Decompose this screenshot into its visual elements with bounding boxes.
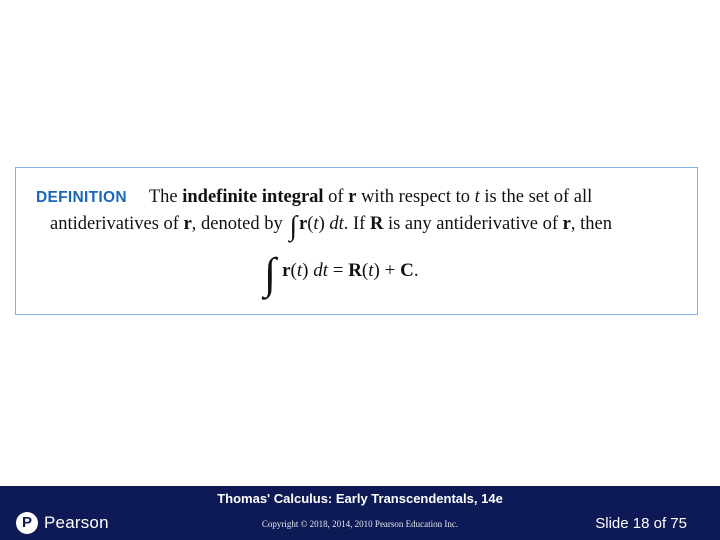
- text: ): [302, 260, 314, 281]
- text: is any antiderivative of: [383, 214, 563, 234]
- text: with respect to: [356, 187, 475, 207]
- variable-t: t: [313, 214, 319, 234]
- differential-dt: dt: [313, 260, 328, 281]
- integral-sign: ∫: [264, 249, 277, 298]
- variable-t: t: [474, 187, 480, 207]
- vector-R: R: [369, 214, 384, 234]
- text: is the set of all: [479, 187, 593, 207]
- text: .: [413, 260, 419, 281]
- text: , then: [570, 214, 612, 234]
- vector-r: r: [348, 187, 357, 207]
- vector-r: r: [299, 214, 308, 234]
- text: =: [327, 260, 349, 281]
- text: , denoted by: [191, 214, 288, 234]
- integral-sign: ∫: [289, 211, 298, 242]
- text: . If: [343, 214, 370, 234]
- vector-r: r: [562, 214, 571, 234]
- pearson-logo-icon: P: [16, 512, 38, 534]
- variable-t: t: [368, 260, 374, 281]
- variable-t: t: [296, 260, 303, 281]
- text: ) +: [373, 260, 401, 281]
- slide-number: Slide 18 of 75: [595, 515, 687, 532]
- text: (: [361, 260, 369, 281]
- vector-r: r: [183, 214, 192, 234]
- vector-r: r: [282, 260, 291, 281]
- slide-footer: [0, 486, 720, 540]
- display-equation: [264, 248, 419, 299]
- text: (: [307, 214, 314, 234]
- definition-keyword: DEFINITION: [36, 189, 127, 206]
- text: ): [318, 214, 330, 234]
- copyright-notice: Copyright © 2018, 2014, 2010 Pearson Education Inc.: [261, 519, 459, 529]
- vector-C: C: [400, 260, 414, 281]
- definition-line-2: [50, 211, 612, 243]
- book-title: Thomas' Calculus: Early Transcendentals, 14e: [217, 491, 503, 506]
- term-indefinite-integral: indefinite integral: [182, 187, 324, 207]
- text: The: [148, 187, 183, 207]
- text: (: [290, 260, 297, 281]
- differential-dt: dt: [329, 214, 344, 234]
- text: antiderivatives of: [50, 214, 184, 234]
- pearson-logo-text: Pearson: [44, 513, 109, 532]
- text: of: [323, 187, 349, 207]
- definition-line-1: [36, 187, 592, 208]
- vector-R: R: [348, 260, 362, 281]
